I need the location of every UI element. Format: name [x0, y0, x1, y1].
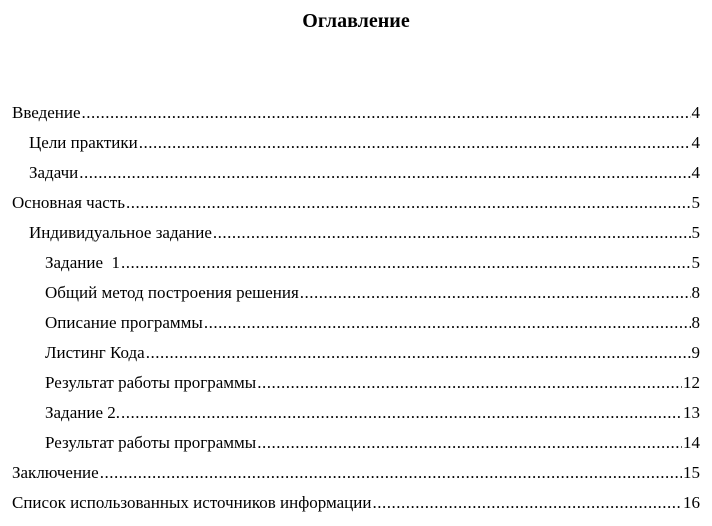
- toc-entry-introduction[interactable]: [12, 98, 700, 128]
- toc-entry-practice-goals[interactable]: [12, 128, 700, 158]
- toc-entry-page: 9: [691, 343, 700, 362]
- toc-entry-label: Задание 2.: [45, 403, 120, 422]
- toc-entry-label: Описание программы: [45, 313, 203, 332]
- toc-entry-page: 13: [683, 403, 700, 422]
- toc-entry-page: 16: [683, 493, 700, 512]
- toc-entry-task-1[interactable]: [12, 248, 700, 278]
- toc-entry-page: 8: [691, 313, 700, 332]
- toc-entry-tasks[interactable]: [12, 158, 700, 188]
- toc-dot-leader: [82, 98, 691, 128]
- toc-entry-references[interactable]: [12, 488, 700, 518]
- toc-entry-label: Результат работы программы: [45, 373, 257, 392]
- toc-entry-task-2[interactable]: [12, 398, 700, 428]
- toc-entry-program-result-2[interactable]: [12, 428, 700, 458]
- toc-entry-label: Индивидуальное задание: [29, 223, 212, 242]
- toc-dot-leader: [146, 338, 691, 368]
- toc-dot-leader: [257, 368, 682, 398]
- toc-title: Оглавление: [302, 10, 410, 32]
- toc-entry-page: 5: [691, 253, 700, 272]
- toc-entry-solution-method[interactable]: [12, 278, 700, 308]
- toc-entry-label: Результат работы программы: [45, 433, 257, 452]
- toc-entry-page: 4: [691, 133, 700, 152]
- toc-entry-label: Заключение: [12, 463, 99, 482]
- toc-dot-leader: [213, 218, 691, 248]
- toc-entry-label: Задачи: [29, 163, 79, 182]
- toc-entry-label: Список использованных источников информации: [12, 493, 372, 512]
- toc-entry-label: Задание 1: [45, 253, 120, 272]
- toc-list: [12, 98, 700, 518]
- toc-entry-program-result-1[interactable]: [12, 368, 700, 398]
- toc-dot-leader: [139, 128, 691, 158]
- toc-entry-page: 4: [691, 103, 700, 122]
- toc-dot-leader: [372, 488, 682, 518]
- toc-entry-label: Общий метод построения решения: [45, 283, 299, 302]
- toc-entry-label: Цели практики: [29, 133, 138, 152]
- toc-entry-label: Введение: [12, 103, 81, 122]
- toc-entry-page: 15: [683, 463, 700, 482]
- toc-entry-code-listing[interactable]: [12, 338, 700, 368]
- toc-entry-page: 4: [691, 163, 700, 182]
- toc-entry-page: 12: [683, 373, 700, 392]
- toc-dot-leader: [100, 458, 682, 488]
- toc-dot-leader: [121, 398, 682, 428]
- toc-entry-page: 5: [691, 223, 700, 242]
- toc-dot-leader: [257, 428, 682, 458]
- toc-dot-leader: [300, 278, 691, 308]
- toc-entry-page: 14: [683, 433, 700, 452]
- toc-dot-leader: [79, 158, 690, 188]
- toc-entry-conclusion[interactable]: [12, 458, 700, 488]
- toc-entry-page: 8: [691, 283, 700, 302]
- toc-entry-individual-assignment[interactable]: [12, 218, 700, 248]
- toc-dot-leader: [204, 308, 691, 338]
- toc-entry-page: 5: [691, 193, 700, 212]
- toc-entry-label: Листинг Кода: [45, 343, 145, 362]
- toc-dot-leader: [126, 188, 691, 218]
- toc-entry-main-part[interactable]: [12, 188, 700, 218]
- toc-entry-label: Основная часть: [12, 193, 125, 212]
- toc-dot-leader: [121, 248, 691, 278]
- toc-entry-program-description[interactable]: [12, 308, 700, 338]
